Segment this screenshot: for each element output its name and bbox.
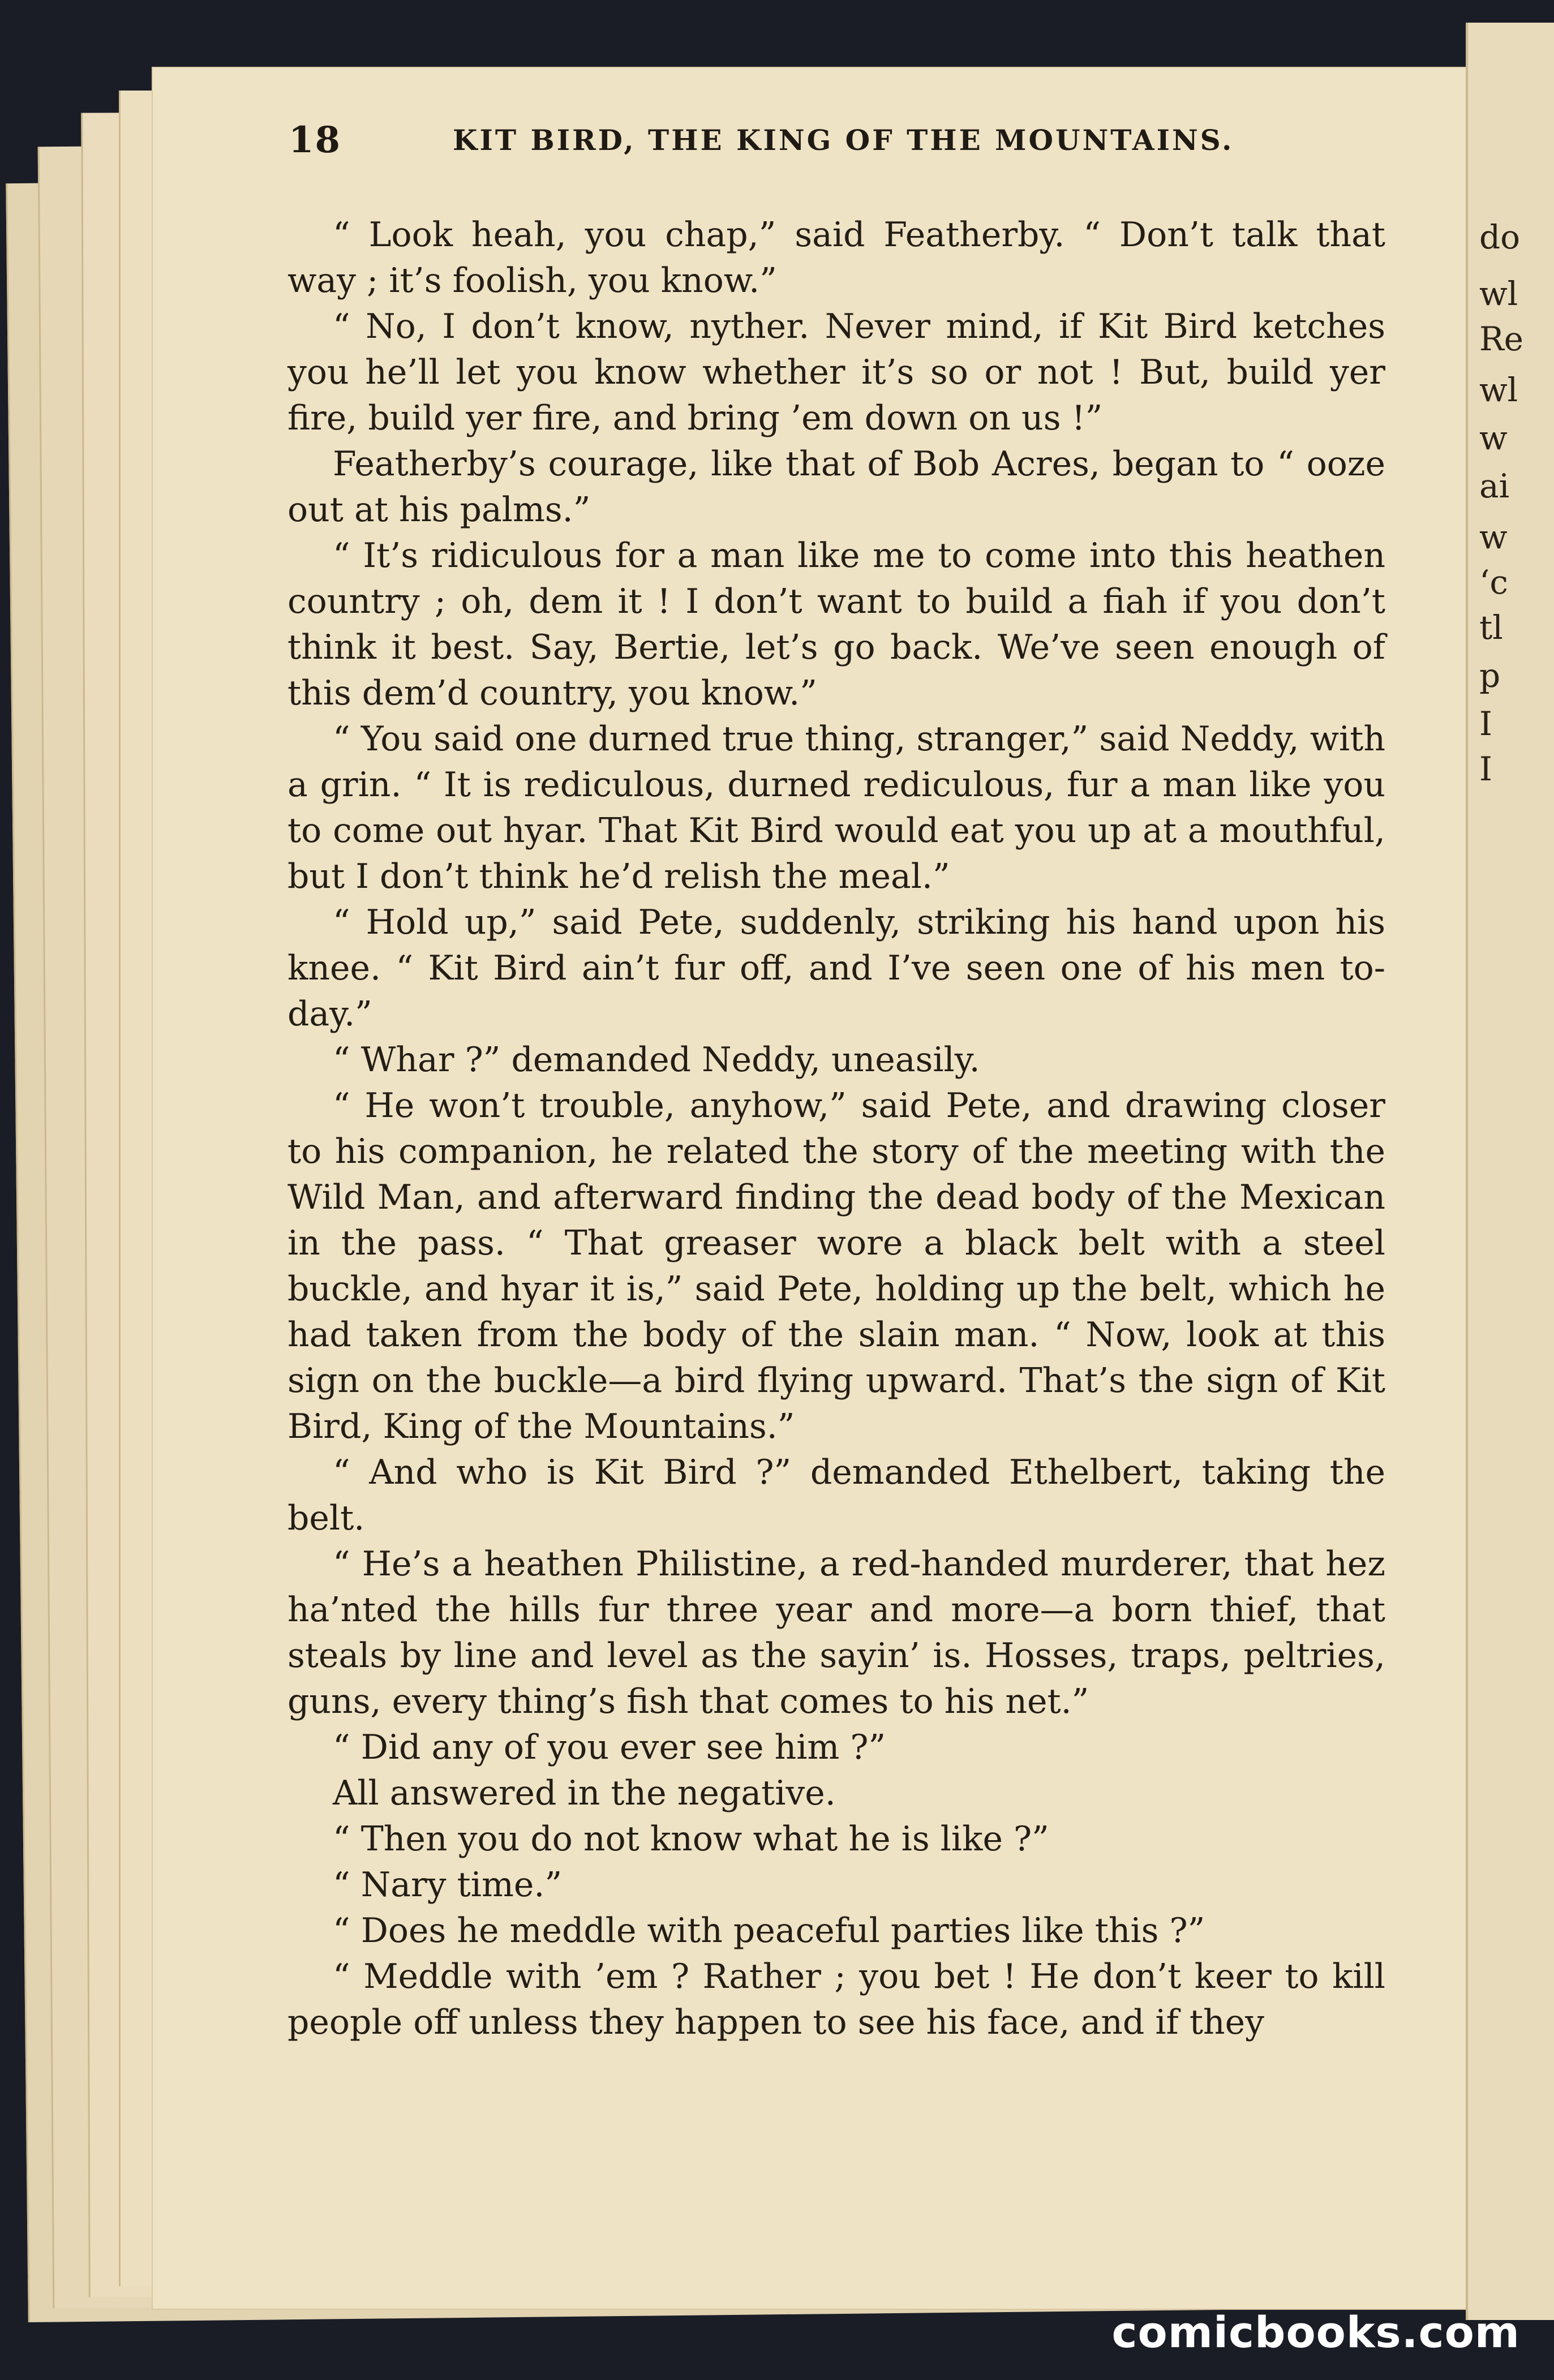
paragraph: “ Look heah, you chap,” said Featherby. “ Don’t talk that way ; it’s foolish, you know.” [287,215,1385,300]
paragraph: “ No, I don’t know, nyther. Never mind, if Kit Bird ketches you he’ll let you know whether it’s so or not ! But, build yer fire, build yer fire, and bring ’em down on us !” [287,307,1385,438]
paragraph: “ Meddle with ’em ? Rather ; you bet ! He don’t keer to kill people off unless they happen to see his face, and if they [287,1957,1385,2042]
paragraph: All answered in the negative. [333,1773,836,1813]
running-head-title: KIT BIRD, THE KING OF THE MOUNTAINS. [453,123,1234,157]
paragraph: “ Whar ?” demanded Neddy, uneasily. [333,1040,980,1080]
facing-page-fragment: wl [1479,371,1518,409]
facing-page-fragment: I [1479,750,1492,788]
paragraph: “ He won’t trouble, anyhow,” said Pete, and drawing closer to his companion, he related the story of the meeting with the Wild Man, and afterward finding the dead body of the Mexican in the pass. “ That greaser wore a black belt with a steel buckle, and hyar it is,” said Pete, holding up the belt, which he had taken from the body of the slain man. “ Now, look at this sign on the buckle—a bird flying upward. That’s the sign of Kit Bird, King of the Mountains.” [287,1086,1385,1446]
facing-page-fragment: wl [1479,274,1518,313]
paragraph: “ You said one durned true thing, stranger,” said Neddy, with a grin. “ It is rediculous, durned rediculous, fur a man like you to come out hyar. That Kit Bird would eat you up at a mouthful, but I don’t think he’d relish the meal.” [287,719,1385,896]
facing-page-fragment: I [1479,704,1492,743]
facing-page-fragment: ‘c [1479,563,1508,602]
paragraph: “ Nary time.” [333,1865,563,1905]
paragraph: “ He’s a heathen Philistine, a red-handed murderer, that hez ha’nted the hills fur three year and more—a born thief, that steals by line and level as the sayin’ is. Hosses, traps, peltries, guns, every thing’s fish that comes to his net.” [287,1544,1385,1721]
running-head [289,119,1392,170]
facing-page-fragment: w [1479,518,1508,556]
paragraph: “ Does he meddle with peaceful parties like this ?” [333,1911,1205,1951]
body-text [287,212,1385,2046]
paragraph: “ Then you do not know what he is like ?” [333,1819,1049,1859]
watermark: comicbooks.com [1111,2307,1520,2357]
facing-page-fragment: do [1479,218,1521,256]
facing-page-fragment: p [1479,656,1501,695]
paragraph: Featherby’s courage, like that of Bob Acres, began to “ ooze out at his palms.” [287,444,1385,530]
page-number: 18 [289,119,342,161]
facing-page-fragment: ai [1479,467,1510,505]
facing-page-fragment: tl [1479,608,1503,647]
facing-page-edge [1466,23,1554,2320]
paragraph: “ It’s ridiculous for a man like me to come into this heathen country ; oh, dem it ! I don’t want to build a fiah if you don’t think it best. Say, Bertie, let’s go back. We’ve seen enough of this dem’d country, you know.” [287,536,1385,713]
paragraph: “ Did any of you ever see him ?” [333,1728,886,1767]
facing-page-fragment: w [1479,419,1508,457]
paragraph: “ Hold up,” said Pete, suddenly, striking his hand upon his knee. “ Kit Bird ain’t fur off, and I’ve seen one of his men to-day.” [287,903,1385,1034]
facing-page-fragment: Re [1479,320,1523,358]
paragraph: “ And who is Kit Bird ?” demanded Ethelbert, taking the belt. [287,1453,1385,1538]
